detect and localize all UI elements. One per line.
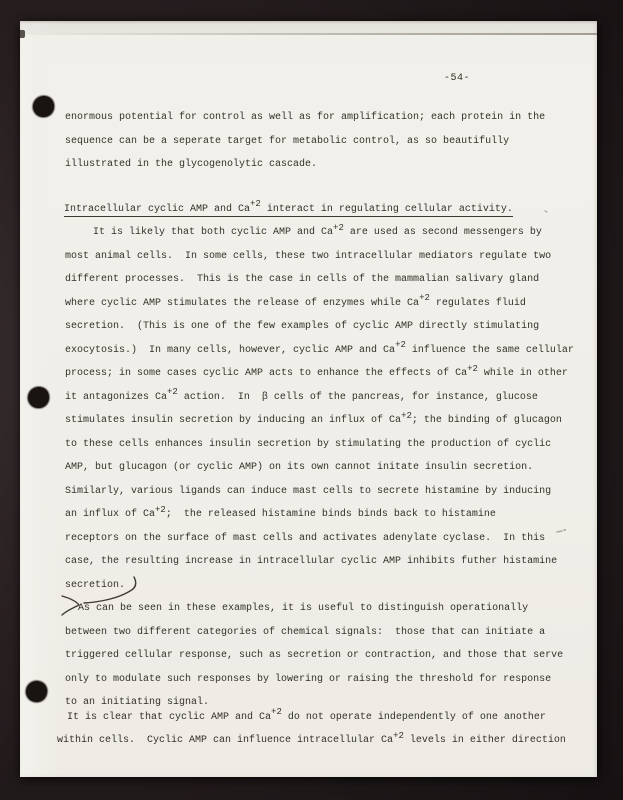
superscript: +2 xyxy=(250,199,261,209)
paper-sheet xyxy=(20,21,597,777)
typed-line: enormous potential for control as well as for amplification; each protein in the xyxy=(65,112,546,123)
typed-line: only to modulate such responses by lowering or raising the threshold for response xyxy=(65,673,552,685)
typed-line: between two different categories of chemical signals: those that can initiate a xyxy=(65,626,546,638)
typed-line: stimulates insulin secretion by inducing an influx of Ca+2; the binding of glucagon xyxy=(65,410,562,426)
superscript: +2 xyxy=(401,410,412,421)
typed-line: Intracellular cyclic AMP and Ca+2 interact in regulating cellular activity. xyxy=(64,198,597,222)
page-number: -54- xyxy=(444,73,471,84)
typed-line: receptors on the surface of mast cells and activates adenylate cyclase. In this xyxy=(65,532,546,544)
typed-line: sequence can be a seperate target for metabolic control, as so beautifully xyxy=(65,135,510,147)
typed-line: an influx of Ca+2; the released histamine binds binds back to histamine xyxy=(65,504,496,520)
typed-text-column xyxy=(20,106,597,753)
typed-line: different processes. This is the case in cells of the mammalian salivary gland xyxy=(65,274,540,285)
superscript: +2 xyxy=(167,387,178,397)
typed-line: to an initiating signal. xyxy=(65,697,210,708)
typed-line: it antagonizes Ca+2 action. In β cells of the pancreas, for instance, glucose xyxy=(65,387,538,403)
paper-crease-line xyxy=(20,33,597,35)
run-in-paragraph xyxy=(65,597,597,715)
superscript: +2 xyxy=(393,730,404,741)
superscript: +2 xyxy=(271,707,282,717)
typed-line: to these cells enhances insulin secretion by stimulating the production of cyclic xyxy=(65,438,552,450)
typed-line: secretion. xyxy=(65,579,126,591)
body-paragraph xyxy=(65,221,597,597)
superscript: +2 xyxy=(467,363,478,374)
typed-line: where cyclic AMP stimulates the release of enzymes while Ca+2 regulates fluid xyxy=(65,293,526,309)
paper-top-sliver xyxy=(20,21,597,33)
closing-paragraph xyxy=(57,706,597,753)
typed-line: Similarly, various ligands can induce mast cells to secrete histamine by inducing xyxy=(65,485,552,497)
typed-line: AMP, but glucagon (or cyclic AMP) on its own cannot initate insulin secretion. xyxy=(65,462,534,473)
typed-line: exocytosis.) In many cells, however, cyclic AMP and Ca+2 influence the same cellular xyxy=(65,340,574,356)
superscript: +2 xyxy=(155,504,166,515)
superscript: +2 xyxy=(419,293,430,303)
superscript: +2 xyxy=(333,222,344,233)
paper-edge-notch xyxy=(20,30,25,38)
typed-line: most animal cells. In some cells, these two intracellular mediators regulate two xyxy=(65,250,552,262)
typed-line: secretion. (This is one of the few examples of cyclic AMP directly stimulating xyxy=(65,321,540,332)
typed-line: illustrated in the glycogenolytic cascade. xyxy=(65,159,318,170)
typed-line: triggered cellular response, such as secretion or contraction, and those that serve xyxy=(65,650,564,661)
typed-line: case, the resulting increase in intracellular cyclic AMP inhibits futher histamine xyxy=(65,556,558,567)
superscript: +2 xyxy=(395,340,406,350)
typed-line: It is clear that cyclic AMP and Ca+2 do not operate independently of one another xyxy=(67,707,546,723)
section-heading xyxy=(64,198,597,222)
typed-line: It is likely that both cyclic AMP and Ca+2 are used as second messengers by xyxy=(93,222,542,238)
opening-paragraph xyxy=(65,106,597,177)
typed-line: process; in some cases cyclic AMP acts to enhance the effects of Ca+2 while in other xyxy=(65,363,568,379)
typed-line: As can be seen in these examples, it is useful to distinguish operationally xyxy=(78,603,529,614)
typed-line: within cells. Cyclic AMP can influence intracellular Ca+2 levels in either direction xyxy=(57,730,566,746)
